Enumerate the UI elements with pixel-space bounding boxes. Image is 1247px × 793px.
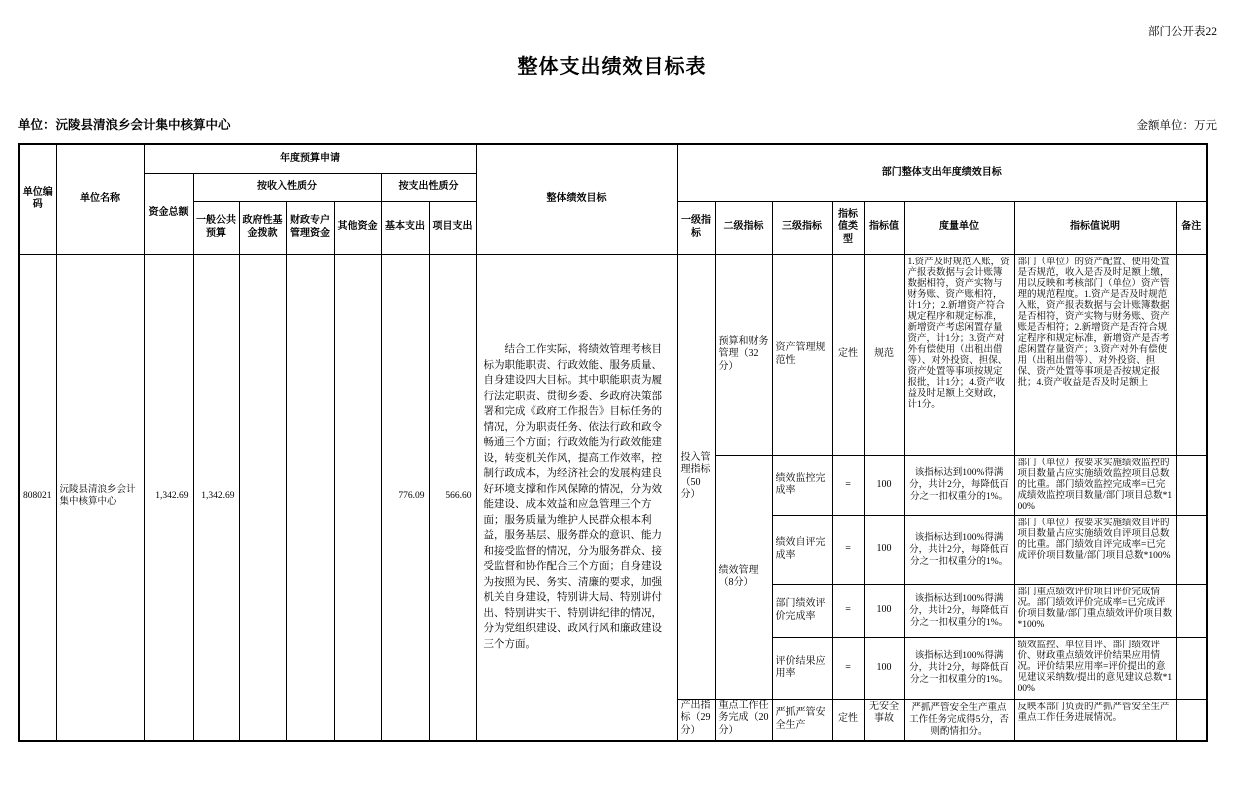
cell-value-desc: 反映本部门负责的严抓严管安全生产重点工作任务进展情况。 bbox=[1014, 699, 1176, 741]
cell-measure-unit: 该指标达到100%得满分，共计2分，每降低百分之一扣权重分的1%。 bbox=[904, 515, 1014, 584]
cell-basic-expense: 776.09 bbox=[381, 254, 429, 741]
cell-value-type: = bbox=[832, 455, 864, 515]
col-header-level2: 二级指标 bbox=[715, 201, 772, 254]
col-header-overall-goal: 整体绩效目标 bbox=[476, 144, 677, 254]
cell-overall-goal bbox=[476, 254, 677, 741]
cell-value-desc: 部门重点绩效评价项目评价完成情况。部门绩效评价完成率=已完成评价项目数量/部门重点绩效评价项目数*100% bbox=[1014, 584, 1176, 637]
cell-value-type: 定性 bbox=[832, 699, 864, 741]
col-header-value-desc: 指标值说明 bbox=[1014, 201, 1176, 254]
cell-value: 规范 bbox=[864, 254, 904, 455]
cell-measure-unit: 该指标达到100%得满分，共计2分，每降低百分之一扣权重分的1%。 bbox=[904, 637, 1014, 699]
corner-label: 部门公开表22 bbox=[1148, 26, 1217, 38]
col-header-by-income: 按收入性质分 bbox=[193, 173, 381, 201]
cell-level2-budget-finance: 预算和财务管理（32分） bbox=[715, 254, 772, 455]
page-title: 整体支出绩效目标表 bbox=[517, 56, 707, 78]
cell-level3: 资产管理规范性 bbox=[772, 254, 832, 455]
cell-value-type: = bbox=[832, 515, 864, 584]
cell-level3: 严抓严管安全生产 bbox=[772, 699, 832, 741]
overall-goal-text: 结合工作实际，将绩效管理考核目标为职能职责、行政效能、服务质量、自身建设四大目标。其中职能职责为履行法定职责、贯彻乡委、乡政府决策部署和完成《政府工作报告》目标任务的情况，分为职责任务、依法行政和政令畅通三个方面；行政效能为行政效能建设，转变机关作风，提高工作效率，控制行政成本，为经济社会的发展构建良好环境支撑和作风保障的情况，分为效能建设、成本效益和应急管理三个方面；服务质量为维护人民群众根本利益，服务基层、服务群众的意识、能力和接受监督的情况，分为服务群众、接受监督和协作配合三个方面；自身建设为按照为民、务实、清廉的要求，加强机关自身建设，特别讲大局、特别讲付出、特别讲实干、特别讲纪律的情况，分为党组织建设、政风行风和廉政建设三个方面。 bbox=[483, 344, 663, 650]
cell-measure-unit: 严抓严管安全生产重点工作任务完成得5分，否则酌情扣分。 bbox=[904, 699, 1014, 741]
cell-level1-output: 产出指标（29分） bbox=[677, 699, 715, 741]
cell-fiscal-account bbox=[286, 254, 334, 741]
cell-value-desc: 部门（单位）的资产配置、使用处置是否规范，收入是否及时足额上缴，用以反映和考核部门（单位）资产管理的规范程度。1.资产是否及时规范入账，资产报表数据与会计账簿数据是否相符，资产实物与财务账、资产账是否相符；2.新增资产是否符合规定程序和规定标准，新增资产是否考虑闲置存量资产；3.资产对外有偿使用（出租出借等）、对外投资、担保、资产处置等事项是否按规定报批；4.资产收益是否及时足额上 bbox=[1014, 254, 1176, 455]
cell-measure-unit: 该指标达到100%得满分，共计2分，每降低百分之一扣权重分的1%。 bbox=[904, 584, 1014, 637]
cell-level3: 评价结果应用率 bbox=[772, 637, 832, 699]
cell-remark bbox=[1176, 515, 1207, 584]
cell-remark bbox=[1176, 584, 1207, 637]
col-header-total-funds: 资金总额 bbox=[144, 173, 193, 254]
col-header-gov-fund: 政府性基金拨款 bbox=[239, 201, 286, 254]
cell-measure-unit: 1.资产及时规范入账，资产报表数据与会计账簿数据相符，资产实物与财务账、资产账相符，计1分；2.新增资产符合规定程序和规定标准，新增资产考虑闲置存量资产，计1分；3.资产对外有偿使用（出租出借等）、对外投资、担保、资产处置等事项按规定报批，计1分；4.资产收益及时足额上交财政，计1分。 bbox=[904, 254, 1014, 455]
col-header-unit-name: 单位名称 bbox=[56, 144, 144, 254]
unit-label: 单位：沅陵县清浪乡会计集中核算中心 bbox=[18, 118, 231, 132]
cell-value-desc: 绩效监控、单位自评、部门绩效评价、财政重点绩效评价结果应用情况。评价结果应用率=评价提出的意见建议采纳数/提出的意见建议总数*100% bbox=[1014, 637, 1176, 699]
cell-value-type: = bbox=[832, 637, 864, 699]
cell-general-public-budget: 1,342.69 bbox=[193, 254, 239, 741]
cell-gov-fund bbox=[239, 254, 286, 741]
cell-level3: 绩效自评完成率 bbox=[772, 515, 832, 584]
col-header-level1: 一级指标 bbox=[677, 201, 715, 254]
cell-level2-perf-mgmt: 绩效管理（8分） bbox=[715, 455, 772, 699]
col-header-measure-unit: 度量单位 bbox=[904, 201, 1014, 254]
cell-remark bbox=[1176, 254, 1207, 455]
col-header-by-expense: 按支出性质分 bbox=[381, 173, 476, 201]
budget-performance-table bbox=[18, 143, 1208, 742]
cell-value-type: = bbox=[832, 584, 864, 637]
col-header-dept-goal: 部门整体支出年度绩效目标 bbox=[677, 144, 1207, 201]
cell-measure-unit: 该指标达到100%得满分，共计2分，每降低百分之一扣权重分的1%。 bbox=[904, 455, 1014, 515]
col-header-general-public-budget: 一般公共预算 bbox=[193, 201, 239, 254]
cell-total-funds: 1,342.69 bbox=[144, 254, 193, 741]
cell-value: 100 bbox=[864, 515, 904, 584]
cell-remark bbox=[1176, 637, 1207, 699]
cell-remark bbox=[1176, 455, 1207, 515]
col-header-value-type: 指标值类型 bbox=[832, 201, 864, 254]
col-header-other-funds: 其他资金 bbox=[334, 201, 381, 254]
cell-value: 100 bbox=[864, 637, 904, 699]
col-header-fiscal-account: 财政专户管理资金 bbox=[286, 201, 334, 254]
col-header-value: 指标值 bbox=[864, 201, 904, 254]
cell-value: 100 bbox=[864, 584, 904, 637]
col-header-annual-budget: 年度预算申请 bbox=[144, 144, 476, 173]
cell-value-desc: 部门（单位）按要求实施绩效监控的项目数量占应实施绩效监控项目总数的比重。部门绩效监控完成率=已完成绩效监控项目数量/部门项目总数*100% bbox=[1014, 455, 1176, 515]
table-row bbox=[19, 254, 1207, 455]
cell-level3: 部门绩效评价完成率 bbox=[772, 584, 832, 637]
cell-other-funds bbox=[334, 254, 381, 741]
cell-level3: 绩效监控完成率 bbox=[772, 455, 832, 515]
cell-level2-key-tasks: 重点工作任务完成（20分） bbox=[715, 699, 772, 741]
cell-value-desc: 部门（单位）按要求实施绩效自评的项目数量占应实施绩效自评项目总数的比重。部门绩效自评完成率=已完成评价项目数量/部门项目总数*100% bbox=[1014, 515, 1176, 584]
cell-project-expense: 566.60 bbox=[429, 254, 476, 741]
col-header-project-expense: 项目支出 bbox=[429, 201, 476, 254]
cell-level1-input-mgmt: 投入管理指标（50分） bbox=[677, 254, 715, 699]
cell-value: 无安全事故 bbox=[864, 699, 904, 741]
cell-value-type: 定性 bbox=[832, 254, 864, 455]
col-header-level3: 三级指标 bbox=[772, 201, 832, 254]
col-header-basic-expense: 基本支出 bbox=[381, 201, 429, 254]
cell-unit-name: 沅陵县清浪乡会计集中核算中心 bbox=[56, 254, 144, 741]
cell-value: 100 bbox=[864, 455, 904, 515]
amount-unit-label: 金额单位：万元 bbox=[1136, 120, 1217, 132]
cell-unit-code: 808021 bbox=[19, 254, 56, 741]
col-header-remark: 备注 bbox=[1176, 201, 1207, 254]
col-header-unit-code: 单位编码 bbox=[19, 144, 56, 254]
cell-remark bbox=[1176, 699, 1207, 741]
